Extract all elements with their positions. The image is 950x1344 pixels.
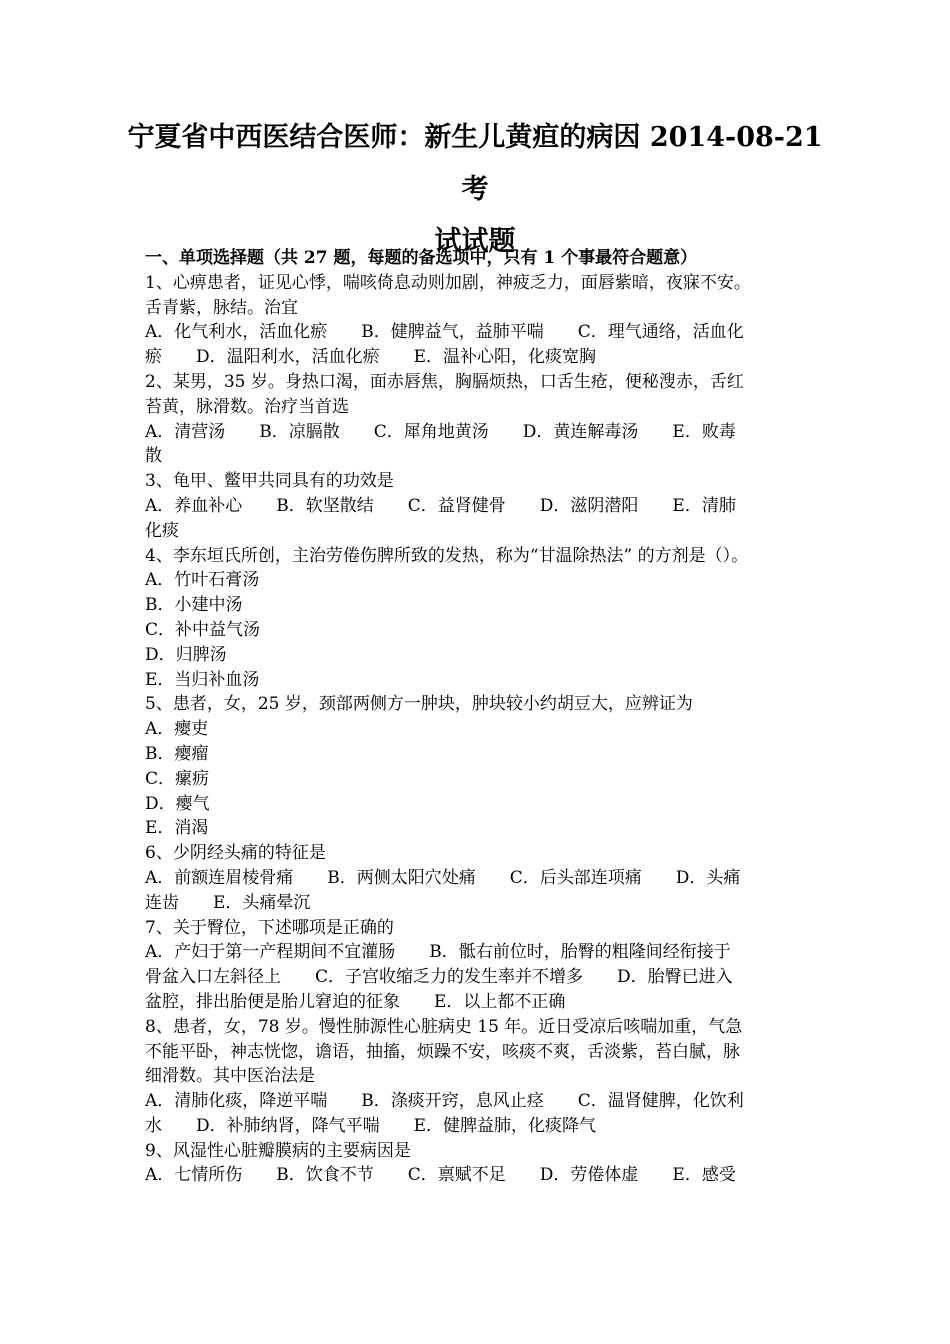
document-title bbox=[120, 112, 830, 268]
text-line: 苔黄，脉滑数。治疗当首选 bbox=[145, 396, 349, 417]
text-line: A．前额连眉棱骨痛 B．两侧太阳穴处痛 C．后头部连项痛 D．头痛 bbox=[145, 867, 741, 888]
text-line: B．小建中汤 bbox=[145, 595, 243, 616]
text-line: D．瘿气 bbox=[145, 793, 210, 814]
text-line: 散 bbox=[145, 446, 162, 467]
text-line: B．瘿瘤 bbox=[145, 743, 209, 764]
text-line: A．养血补心 B．软坚散结 C．益肾健骨 D．滋阴潜阳 E．清肺 bbox=[145, 495, 736, 516]
text-line: 细滑数。其中医治法是 bbox=[145, 1066, 315, 1087]
section-heading: 一、单项选择题（共 27 题，每题的备选项中，只有 1 个事最符合题意） bbox=[145, 248, 698, 268]
text-line: C．补中益气汤 bbox=[145, 619, 261, 640]
text-line: 盆腔，排出胎便是胎儿窘迫的征象 E．以上都不正确 bbox=[145, 991, 566, 1012]
text-line: A．产妇于第一产程期间不宜灌肠 B．骶右前位时，胎臀的粗隆间经衔接于 bbox=[145, 942, 731, 963]
question-body bbox=[145, 246, 813, 1188]
title-line-2: 试试题 bbox=[434, 226, 516, 257]
text-line: 6、少阴经头痛的特征是 bbox=[145, 843, 326, 864]
text-line: A．化气利水，活血化瘀 B．健脾益气，益肺平喘 C．理气通络，活血化 bbox=[145, 322, 744, 343]
text-line: E．当归补血汤 bbox=[145, 669, 260, 690]
text-line: 2、某男，35 岁。身热口渴，面赤唇焦，胸膈烦热，口舌生疮，便秘溲赤，舌红 bbox=[145, 371, 744, 392]
text-line: 5、患者，女，25 岁，颈部两侧方一肿块，肿块较小约胡豆大，应辨证为 bbox=[145, 694, 693, 715]
text-line: 瘀 D．温阳利水，活血化瘀 E．温补心阳，化痰宽胸 bbox=[145, 347, 597, 368]
text-line: 骨盆入口左斜径上 C．子宫收缩乏力的发生率并不增多 D．胎臀已进入 bbox=[145, 967, 733, 988]
text-line: 1、心痹患者，证见心悸，喘咳倚息动则加剧，神疲乏力，面唇紫暗，夜寐不安。 bbox=[145, 272, 751, 293]
text-line: 3、龟甲、鳖甲共同具有的功效是 bbox=[145, 471, 394, 492]
text-line: 4、李东垣氏所创，主治劳倦伤脾所致的发热，称为“甘温除热法” 的方剂是（）。 bbox=[145, 545, 749, 566]
text-line: A．瘿吏 bbox=[145, 719, 209, 740]
text-line: A．清营汤 B．凉膈散 C．犀角地黄汤 D．黄连解毒汤 E．败毒 bbox=[145, 421, 736, 442]
text-line: A．清肺化痰，降逆平喘 B．涤痰开窍，息风止痉 C．温肾健脾，化饮利 bbox=[145, 1091, 744, 1112]
text-line: 连齿 E．头痛晕沉 bbox=[145, 892, 311, 913]
text-line: 9、风湿性心脏瓣膜病的主要病因是 bbox=[145, 1140, 411, 1161]
text-line: 8、患者，女，78 岁。慢性肺源性心脏病史 15 年。近日受凉后咳喘加重，气急 bbox=[145, 1016, 743, 1037]
question-lines bbox=[145, 271, 813, 1188]
text-line: 7、关于臀位，下述哪项是正确的 bbox=[145, 917, 394, 938]
text-line: A．竹叶石膏汤 bbox=[145, 570, 260, 591]
text-line: 化痰 bbox=[145, 520, 179, 541]
text-line: A．七情所伤 B．饮食不节 C．禀赋不足 D．劳倦体虚 E．感受 bbox=[145, 1165, 736, 1186]
text-line: 水 D．补肺纳肾，降气平喘 E．健脾益肺，化痰降气 bbox=[145, 1115, 597, 1136]
text-line: C．瘰疬 bbox=[145, 768, 210, 789]
text-line: D．归脾汤 bbox=[145, 644, 227, 665]
title-line-1: 宁夏省中西医结合医师：新生儿黄疸的病因 2014-08-21 考 bbox=[127, 122, 823, 205]
text-line: 舌青紫，脉结。治宜 bbox=[145, 297, 298, 318]
text-line: E．消渴 bbox=[145, 818, 209, 839]
text-line: 不能平卧，神志恍惚，谵语，抽搐，烦躁不安，咳痰不爽，舌淡紫，苔白腻，脉 bbox=[145, 1041, 740, 1062]
